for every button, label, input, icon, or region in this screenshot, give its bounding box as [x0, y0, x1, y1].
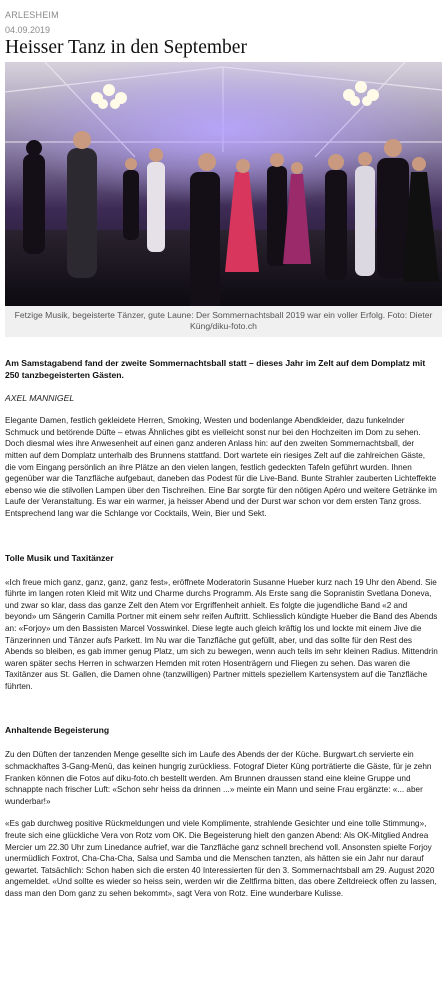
- article-headline: Heisser Tanz in den September: [5, 37, 247, 58]
- article-paragraph: «Es gab durchweg positive Rückmeldungen und viele Komplimente, strahlende Gesichter und eine tolle Stimmung», freute sich eine glückliche Vera von Rotz vom OK. Die Begeisterung hielt den ganzen Abend: Als OK-Mitglied Andrea Mercier um 22.30 Uhr zum Linedance aufrief, war die Tanzfläche ganz schnell brechend voll. Ansonsten spielte Forjoy unermüdlich Foxtrot, Cha-Cha-Cha, Salsa und Samba und die Menschen tanzten, als hätten sie ein Jahr nur darauf gewartet. Tatsächlich: Schon haben sich die ersten 40 Interessierten für den 3. Sommernachtsball am 29. August 2020 angemeldet. «Und sollte es wieder so heiss sein, werden wir die Zeltfirma bitten, das obere Zeltdreieck offen zu lassen, dass man den Dom ganz zu sehen bekommt», sagt Vera von Rotz. Eine wunderbare Kulisse.: [5, 819, 437, 898]
- article-paragraph: «Ich freue mich ganz, ganz, ganz, ganz fest», eröffnete Moderatorin Susanne Hueber kurz nach 19 Uhr den Abend. Sie führte im langen roten Kleid mit Witz und Charme durchs Programm. Als Erste sang die Sopranistin Svetlana Doneva, und zwar so klar, dass das ganze Zelt den Atem vor Ergriffenheit anhielt. Es folgte die jugendliche Band «2 and beyond» um Sängerin Camilla Portner mit einem sehr reifen Auftritt. Schliesslich kündigte Hueber die Band des Abends an: «Forjoy» um den Bassisten Marcel Vosswinkel. Diese legte auch gleich kräftig los und lockte mit einem Jive die Tänzerinnen und Tänzer aufs Parkett. Im Nu war die Tanzfläche gut gefüllt, aber, und das sollte für den Rest des Abends so bleiben, es gab immer genug Platz, um sich zu bewegen, wenn auch teils im sehr kleinen Radius. Mittendrin waren später sechs Herren in schwarzen Hemden mit roten Hosenträgern und Fliegen zu sehen. Das waren die Taxitänzer aus St. Gallen, die Damen ohne (tanzwilligen) Partner mittels speziellem Kartensystem auf die Tanzfläche führten.: [5, 577, 438, 691]
- dance-photo-illustration: [5, 62, 442, 306]
- article-kicker[interactable]: ARLESHEIM: [5, 10, 59, 20]
- article-paragraph: Zu den Düften der tanzenden Menge gesellte sich im Laufe des Abends der der Küche. Burgwart.ch servierte ein schmackhaftes 3-Gang-Menü, das keinen hungrig zurückliess. Fotograf Dieter Küng porträtierte die Gäste, für je zehn Franken können die Fotos auf diku-foto.ch bestellt werden. Am Brunnen draussen stand eine kleine Gruppe und schnappte nach frischer Luft: «Schon sehr heiss da drinnen ...» meinte ein Mann und seine Frau ergänzte: «... aber wunderbar!»: [5, 750, 432, 806]
- article-photo[interactable]: [5, 62, 442, 306]
- article-author: AXEL MANNIGEL: [5, 393, 75, 404]
- photo-caption: Fetzige Musik, begeisterte Tänzer, gute Laune: Der Sommernachtsball 2019 war ein voller Erfolg. Foto: Dieter Küng/diku-foto.ch: [5, 306, 442, 337]
- article-date: 04.09.2019: [5, 25, 51, 35]
- article-lead: Am Samstagabend fand der zweite Sommernachtsball statt – dieses Jahr im Zelt auf dem Domplatz mit 250 tanzbegeisterten Gästen.: [5, 358, 426, 380]
- article-paragraph: Elegante Damen, festlich gekleidete Herren, Smoking, Westen und bodenlange Abendkleider, dazu funkelnder Schmuck und betörende Düfte – etwas Ähnliches gibt es vielleicht sonst nur bei den Hochzeiten im Dom zu sehen. Doch diesmal wies ihre Anwesenheit auf einen ganz anderen Anlass hin: auf den zweiten Sommernachtsball, der mitten auf dem Domplatz unterhalb des Brunnens stattfand. Dort wartete ein riesiges Zelt auf die zahlreichen Gäste, die vom Eingang persönlich an ihre Plätze an den vielen langen, festlich gedeckten Tafeln geführt wurden. Ihnen gegenüber war die Tanzfläche aufgebaut, daneben das Podest für die Live-Band. Bunte Strahler zauberten Lichteffekte ebenso wie die stilvollen Lampen über den Tischreihen. Eine Bar sorgte für den nötigen Apéro und weitere Getränke im Laufe der Veranstaltung. Es war ein warmer, ja heisser Abend und der Durst war schon vor dem ersten Tanz gross. Entsprechend lang war die Schlange vor Cocktails, Wein, Bier und Sekt.: [5, 416, 437, 518]
- section-heading: Tolle Musik und Taxitänzer: [5, 552, 114, 563]
- section-heading: Anhaltende Begeisterung: [5, 725, 110, 736]
